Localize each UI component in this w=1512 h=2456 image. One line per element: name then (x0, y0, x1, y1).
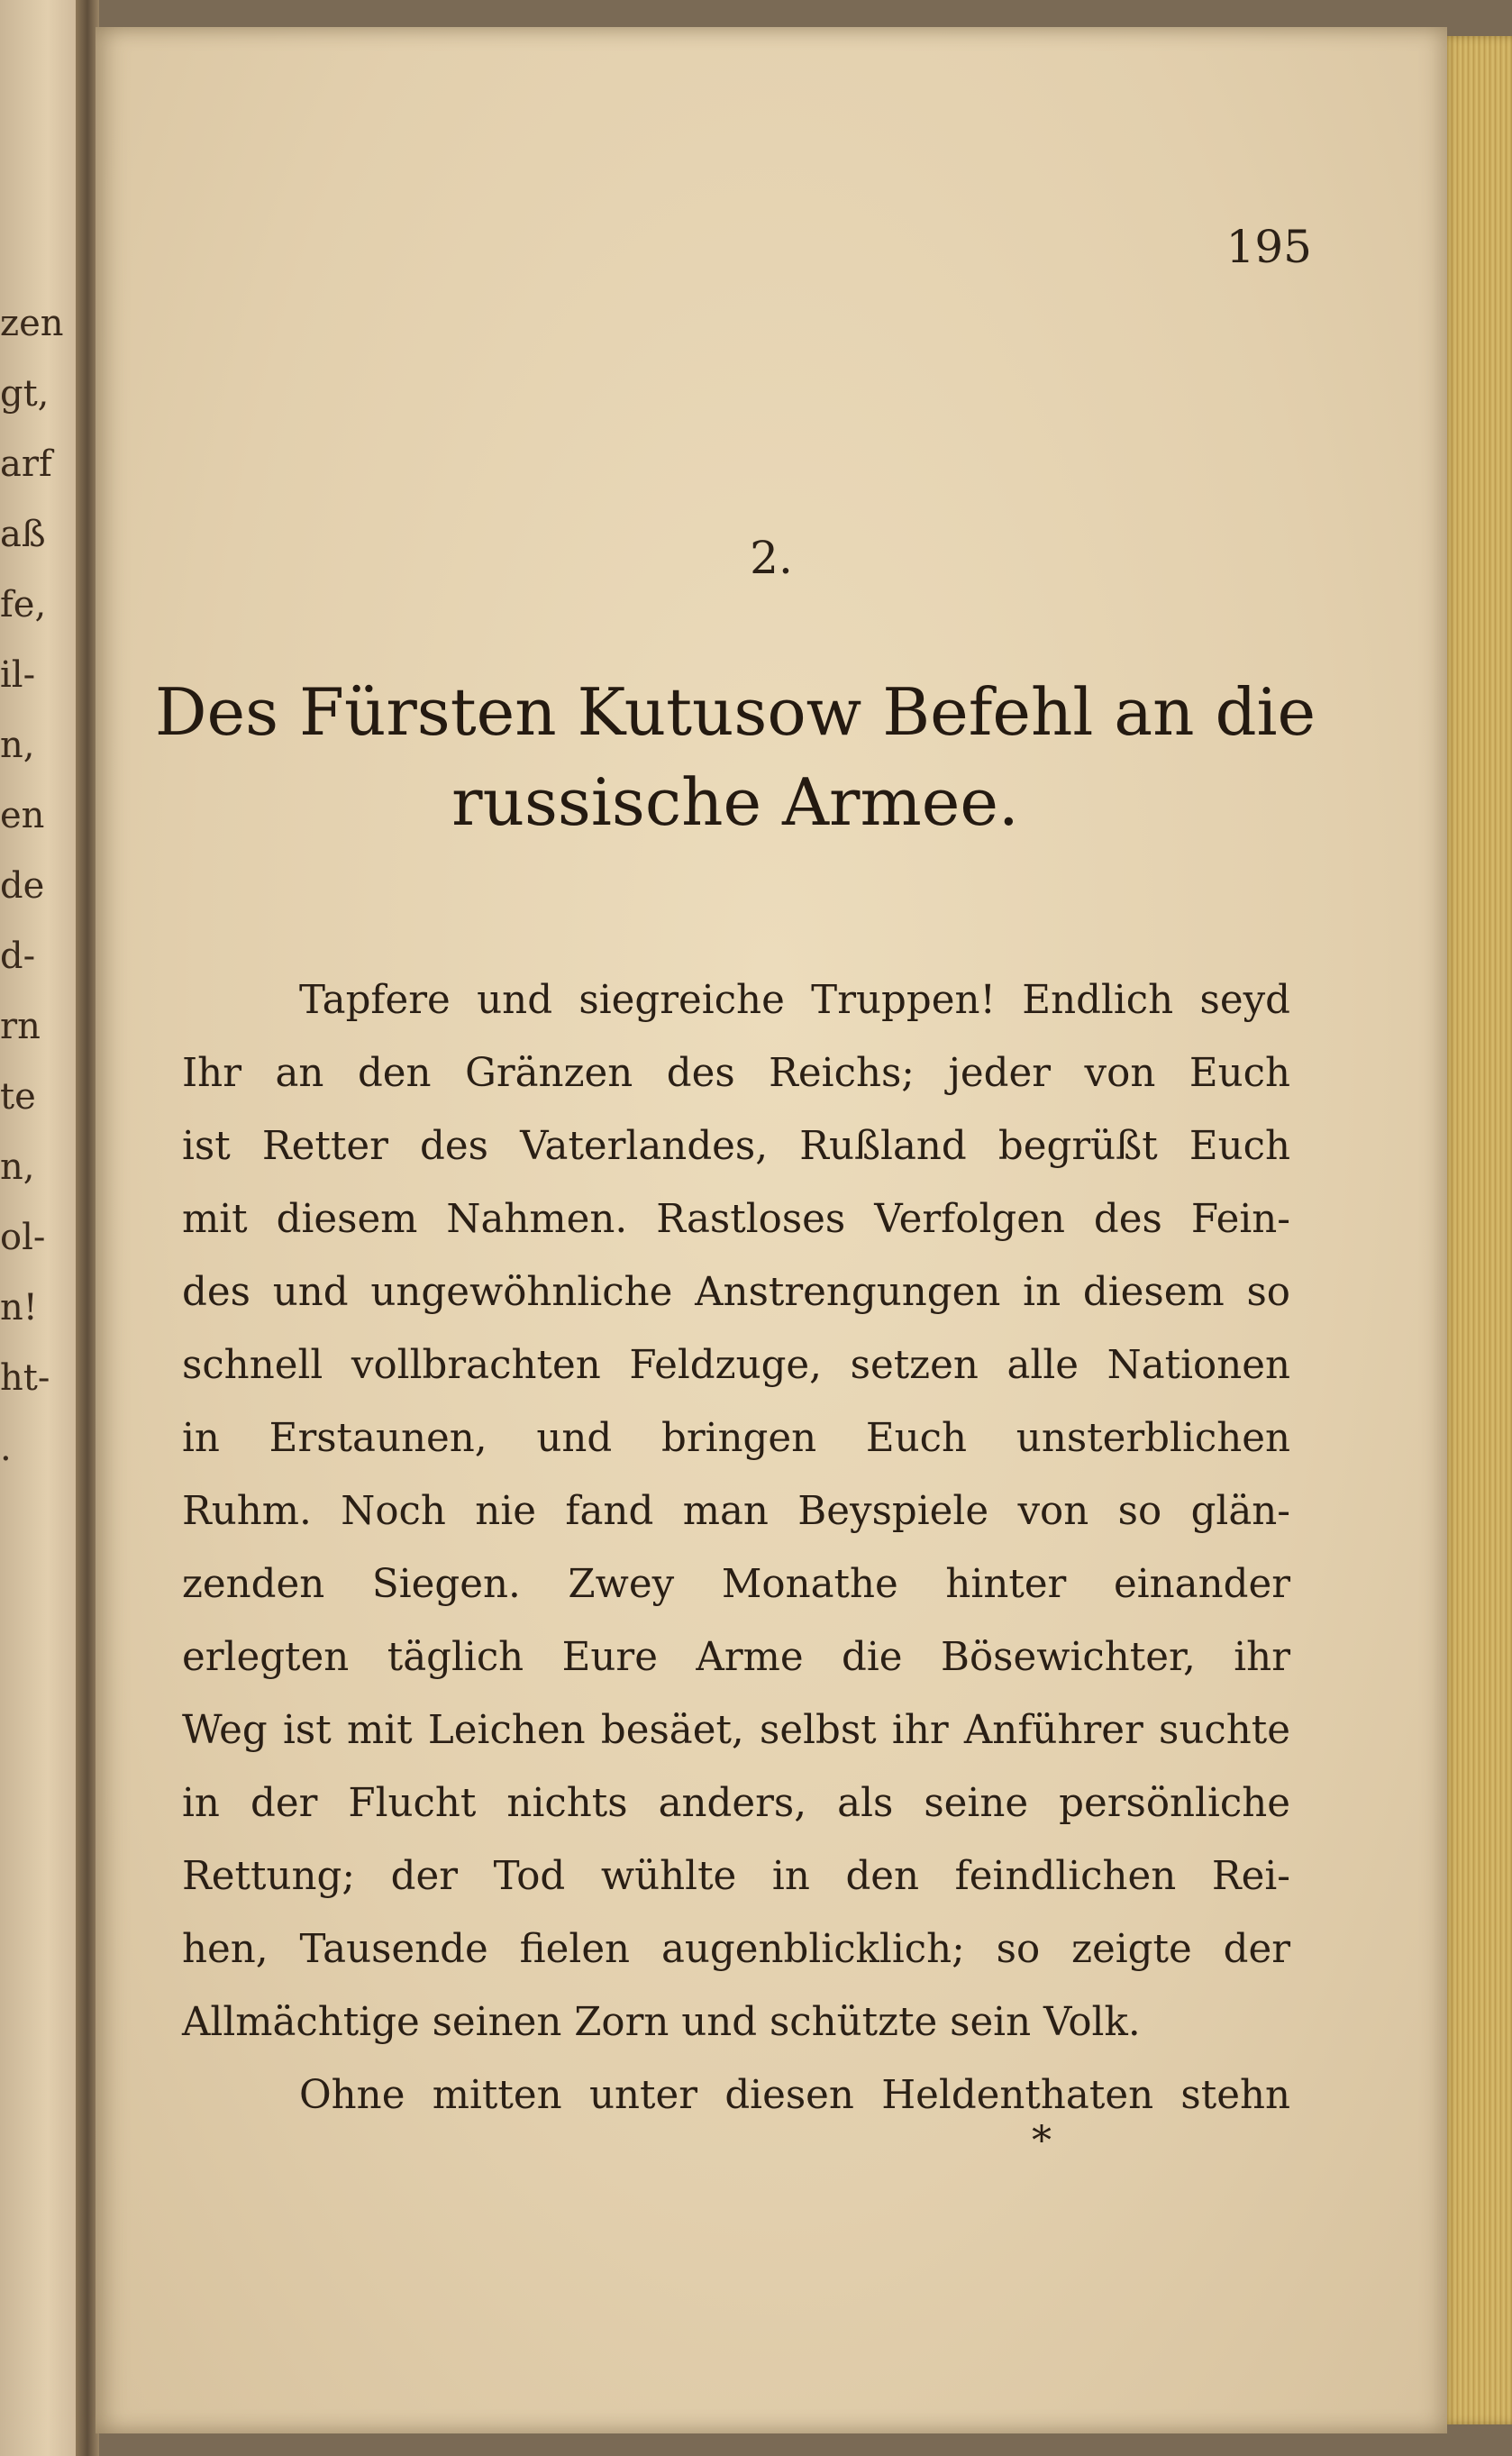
text-line: hen, Tausende fielen augenblicklich; so zeigte der (182, 1927, 1290, 1972)
paragraph (182, 2059, 1290, 2132)
section-number: 2. (750, 532, 793, 584)
facing-line: arf (0, 443, 52, 485)
text-line: Ruhm. Noch nie fand man Beyspiele von so glän- (182, 1489, 1290, 1534)
facing-line: en (0, 795, 45, 836)
text-line: in Erstaunen, und bringen Euch unsterblichen (182, 1416, 1290, 1461)
facing-line: n, (0, 725, 35, 766)
text-line: in der Flucht nichts anders, als seine persönliche (182, 1781, 1290, 1826)
facing-line: ht- (0, 1357, 50, 1399)
page-number: 195 (1225, 221, 1312, 273)
chapter-title (150, 667, 1321, 847)
facing-line: ol- (0, 1217, 46, 1258)
paragraph (182, 964, 1290, 2059)
facing-page (0, 0, 79, 2456)
text-line: Rettung; der Tod wühlte in den feindlichen Rei- (182, 1854, 1290, 1899)
facing-line: fe, (0, 584, 47, 625)
facing-line: il- (0, 654, 36, 696)
text-line: Allmächtige seinen Zorn und schützte sein Volk. (182, 2000, 1141, 2045)
text-line: ist Retter des Vaterlandes, Rußland begrüßt Euch (182, 1124, 1290, 1169)
text-line: zenden Siegen. Zwey Monathe hinter einander (182, 1562, 1290, 1607)
title-line: Des Fürsten Kutusow Befehl an die (154, 674, 1316, 750)
title-line: russische Armee. (451, 764, 1019, 840)
facing-line: aß (0, 514, 46, 555)
facing-line: gt, (0, 373, 50, 415)
text-line: erlegten täglich Eure Arme die Bösewichter, ihr (182, 1635, 1290, 1680)
text-line: Ohne mitten unter diesen Heldenthaten stehn (299, 2073, 1290, 2118)
body-text (182, 964, 1290, 2132)
signature-mark: * (1032, 2118, 1052, 2164)
facing-line: d- (0, 936, 36, 977)
text-line: Ihr an den Gränzen des Reichs; jeder von Euch (182, 1051, 1290, 1096)
book-page (96, 27, 1447, 2433)
facing-line: zen (0, 303, 64, 344)
text-line: Weg ist mit Leichen besäet, selbst ihr Anführer suchte (182, 1708, 1290, 1753)
text-line: mit diesem Nahmen. Rastloses Verfolgen des Fein- (182, 1197, 1290, 1242)
facing-line: rn (0, 1006, 41, 1047)
page-edge-stack (1442, 36, 1512, 2424)
text-line: schnell vollbrachten Feldzuge, setzen alle Nationen (182, 1343, 1290, 1388)
facing-line: n, (0, 1146, 35, 1188)
facing-page-text (0, 288, 79, 1484)
facing-line: de (0, 865, 45, 907)
facing-line: . (0, 1428, 12, 1469)
facing-line: n! (0, 1287, 38, 1328)
facing-line: te (0, 1076, 36, 1118)
text-line: Tapfere und siegreiche Truppen! Endlich seyd (299, 978, 1290, 1023)
text-line: des und ungewöhnliche Anstrengungen in diesem so (182, 1270, 1290, 1315)
